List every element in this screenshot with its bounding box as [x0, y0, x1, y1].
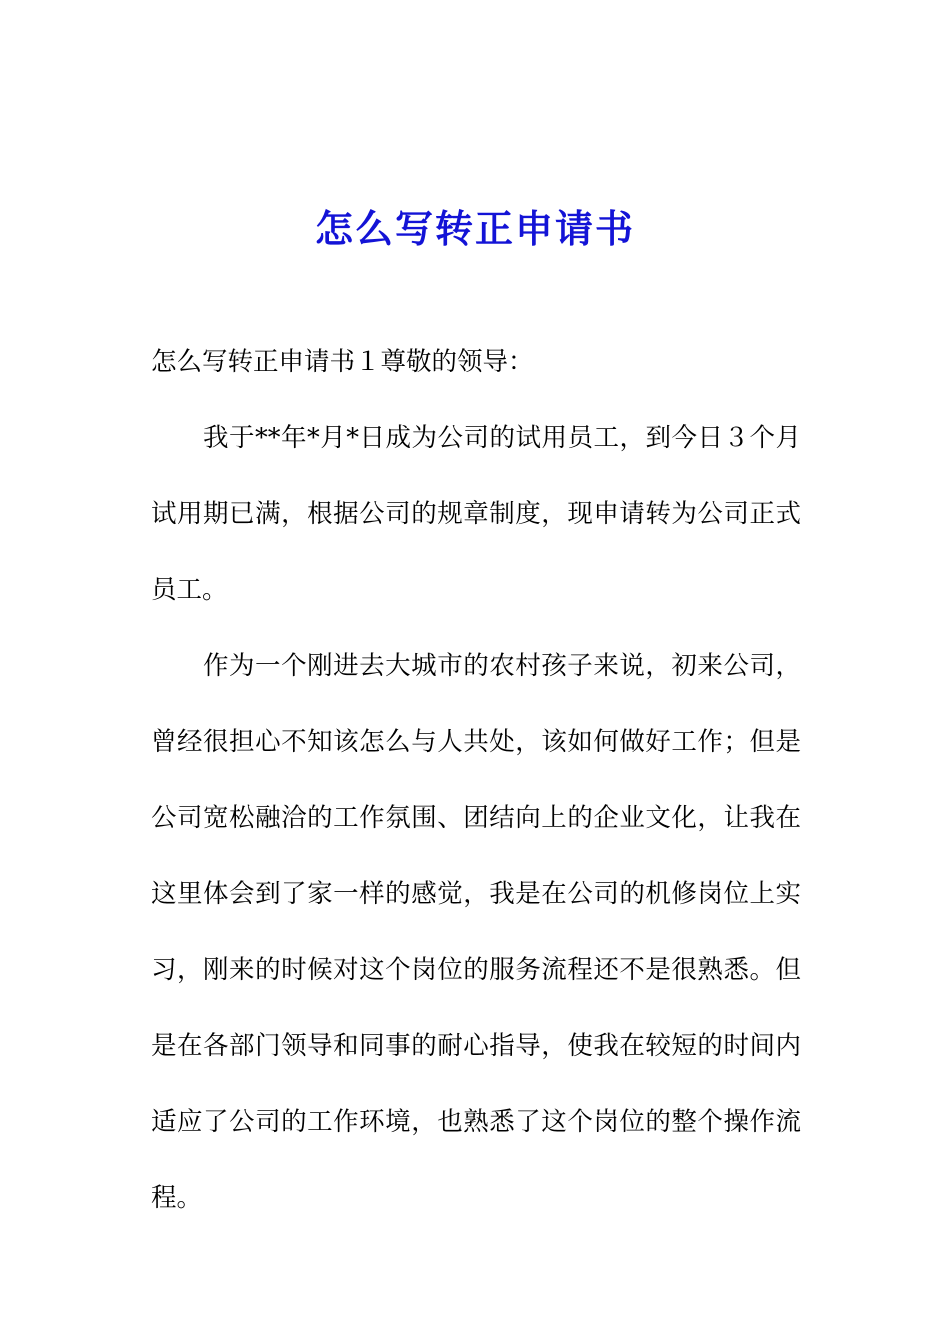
salutation-line: 怎么写转正申请书１尊敬的领导：: [151, 347, 534, 377]
body-paragraph-2: 作为一个刚进去大城市的农村孩子来说，初来公司，曾经很担心不知该怎么与人共处，该如何做好工作；但是公司宽松融洽的工作氛围、团结向上的企业文化，让我在这里体会到了家一样的感觉，我是在公司的机修岗位上实习，刚来的时候对这个岗位的服务流程还不是很熟悉。但是在各部门领导和同事的耐心指导，使我在较短的时间内适应了公司的工作环境，也熟悉了这个岗位的整个操作流程。: [151, 651, 801, 1213]
document-body: [151, 324, 801, 1236]
body-paragraph-1: 我于**年*月*日成为公司的试用员工，到今日３个月试用期已满，根据公司的规章制度，现申请转为公司正式员工。: [151, 423, 801, 605]
document-title: 怎么写转正申请书: [314, 206, 635, 252]
